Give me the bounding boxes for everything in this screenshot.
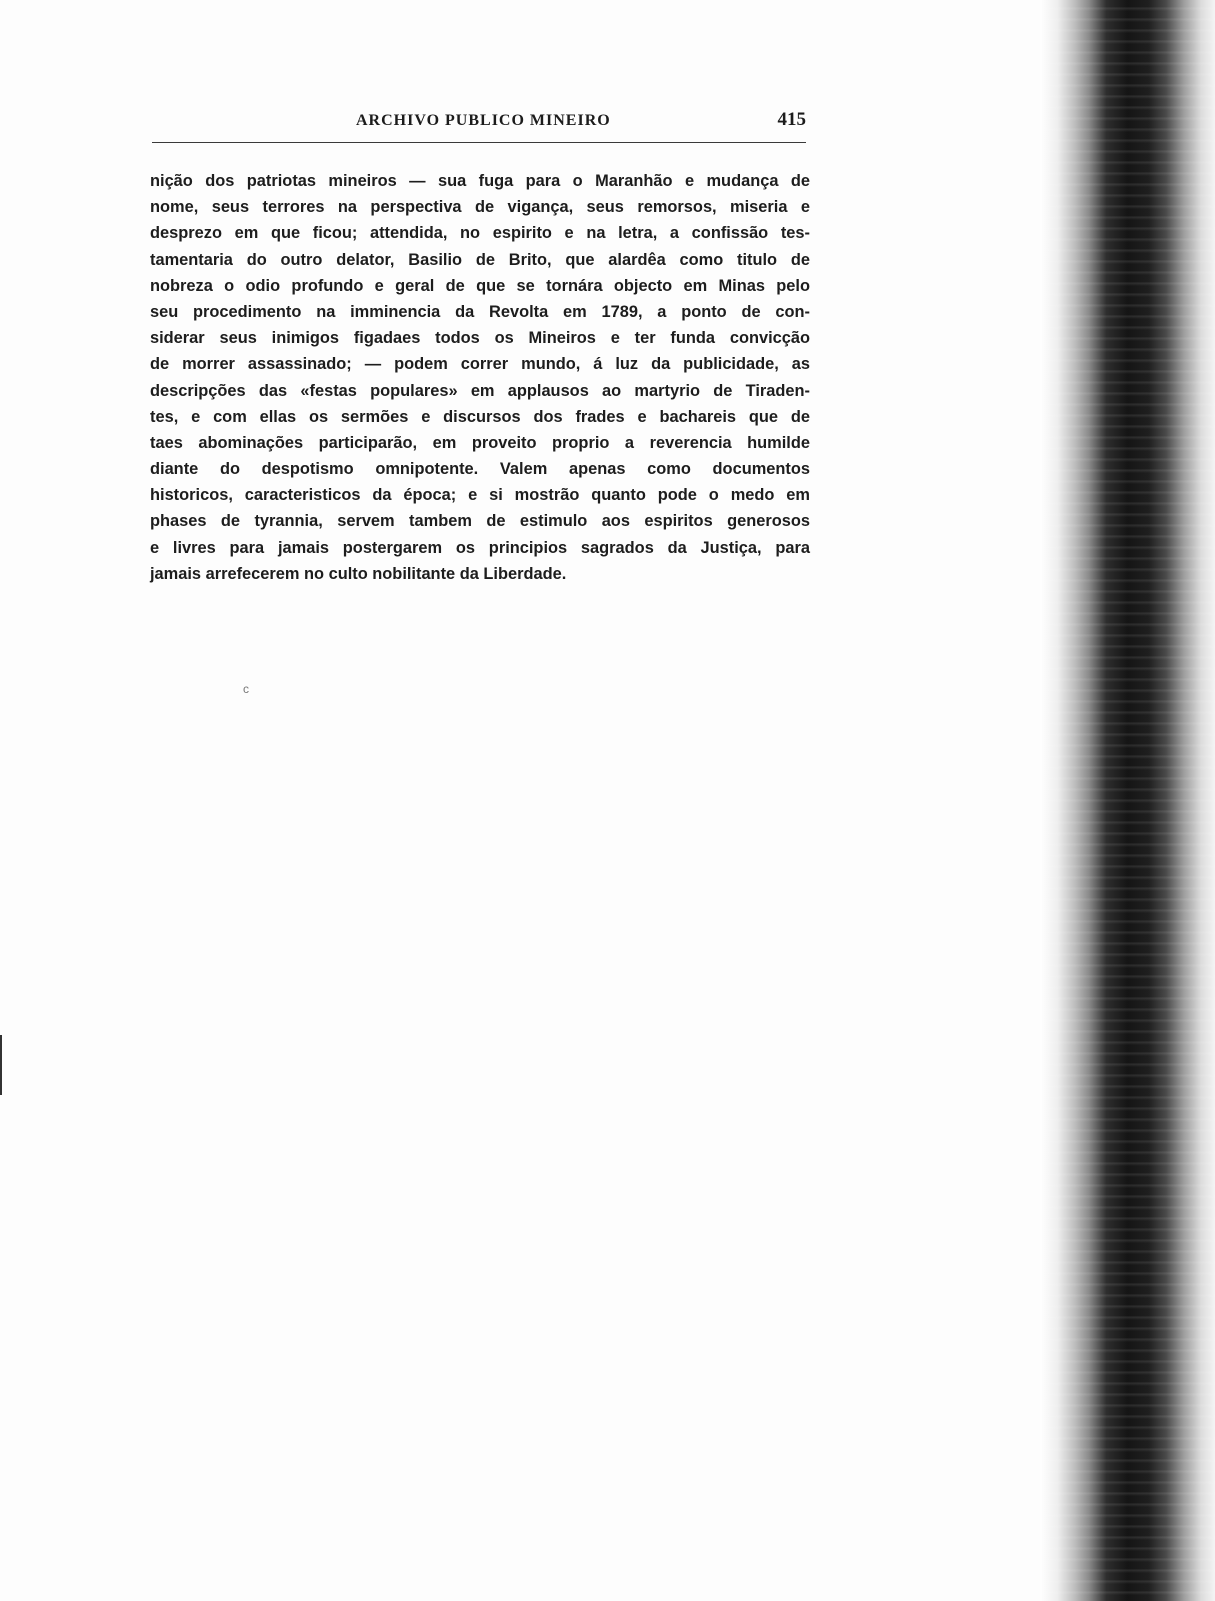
- text-line: diante do despotismo omnipotente. Valem apenas como documentos: [150, 460, 810, 479]
- body-paragraph: [150, 168, 810, 587]
- text-line: historicos, caracteristicos da época; e si mostrão quanto pode o medo em: [150, 486, 810, 505]
- text-line: descripções das «festas populares» em applausos ao martyrio de Tiraden-: [150, 381, 810, 400]
- book-binding-shadow: [1040, 0, 1215, 1601]
- text-line: taes abominações participarão, em proveito proprio a reverencia humilde: [150, 433, 810, 452]
- header-rule: [152, 142, 806, 143]
- running-head: ARCHIVO PUBLICO MINEIRO: [356, 112, 611, 129]
- scan-edge-mark: [0, 1035, 2, 1095]
- text-line: tamentaria do outro delator, Basilio de Brito, que alardêa como titulo de: [150, 250, 810, 269]
- text-line: jamais arrefecerem no culto nobilitante da Liberdade.: [150, 564, 567, 583]
- text-line: siderar seus inimigos figadaes todos os Mineiros e ter funda convicção: [150, 329, 810, 348]
- text-line: tes, e com ellas os sermões e discursos dos frades e bachareis que de: [150, 407, 810, 426]
- page-number: 415: [777, 109, 806, 130]
- text-line: phases de tyrannia, servem tambem de estimulo aos espiritos generosos: [150, 512, 810, 531]
- text-line: de morrer assassinado; — podem correr mundo, á luz da publicidade, as: [150, 355, 810, 374]
- text-line: desprezo em que ficou; attendida, no espirito e na letra, a confissão tes-: [150, 224, 810, 243]
- page-header: [152, 108, 806, 138]
- stray-mark: c: [243, 682, 249, 696]
- text-line: nobreza o odio profundo e geral de que se tornára objecto em Minas pelo: [150, 276, 810, 295]
- text-line: seu procedimento na imminencia da Revolta em 1789, a ponto de con-: [150, 302, 810, 321]
- text-line: e livres para jamais postergarem os principios sagrados da Justiça, para: [150, 538, 810, 557]
- text-line: nome, seus terrores na perspectiva de vigança, seus remorsos, miseria e: [150, 198, 810, 217]
- text-line: nição dos patriotas mineiros — sua fuga para o Maranhão e mudança de: [150, 172, 810, 190]
